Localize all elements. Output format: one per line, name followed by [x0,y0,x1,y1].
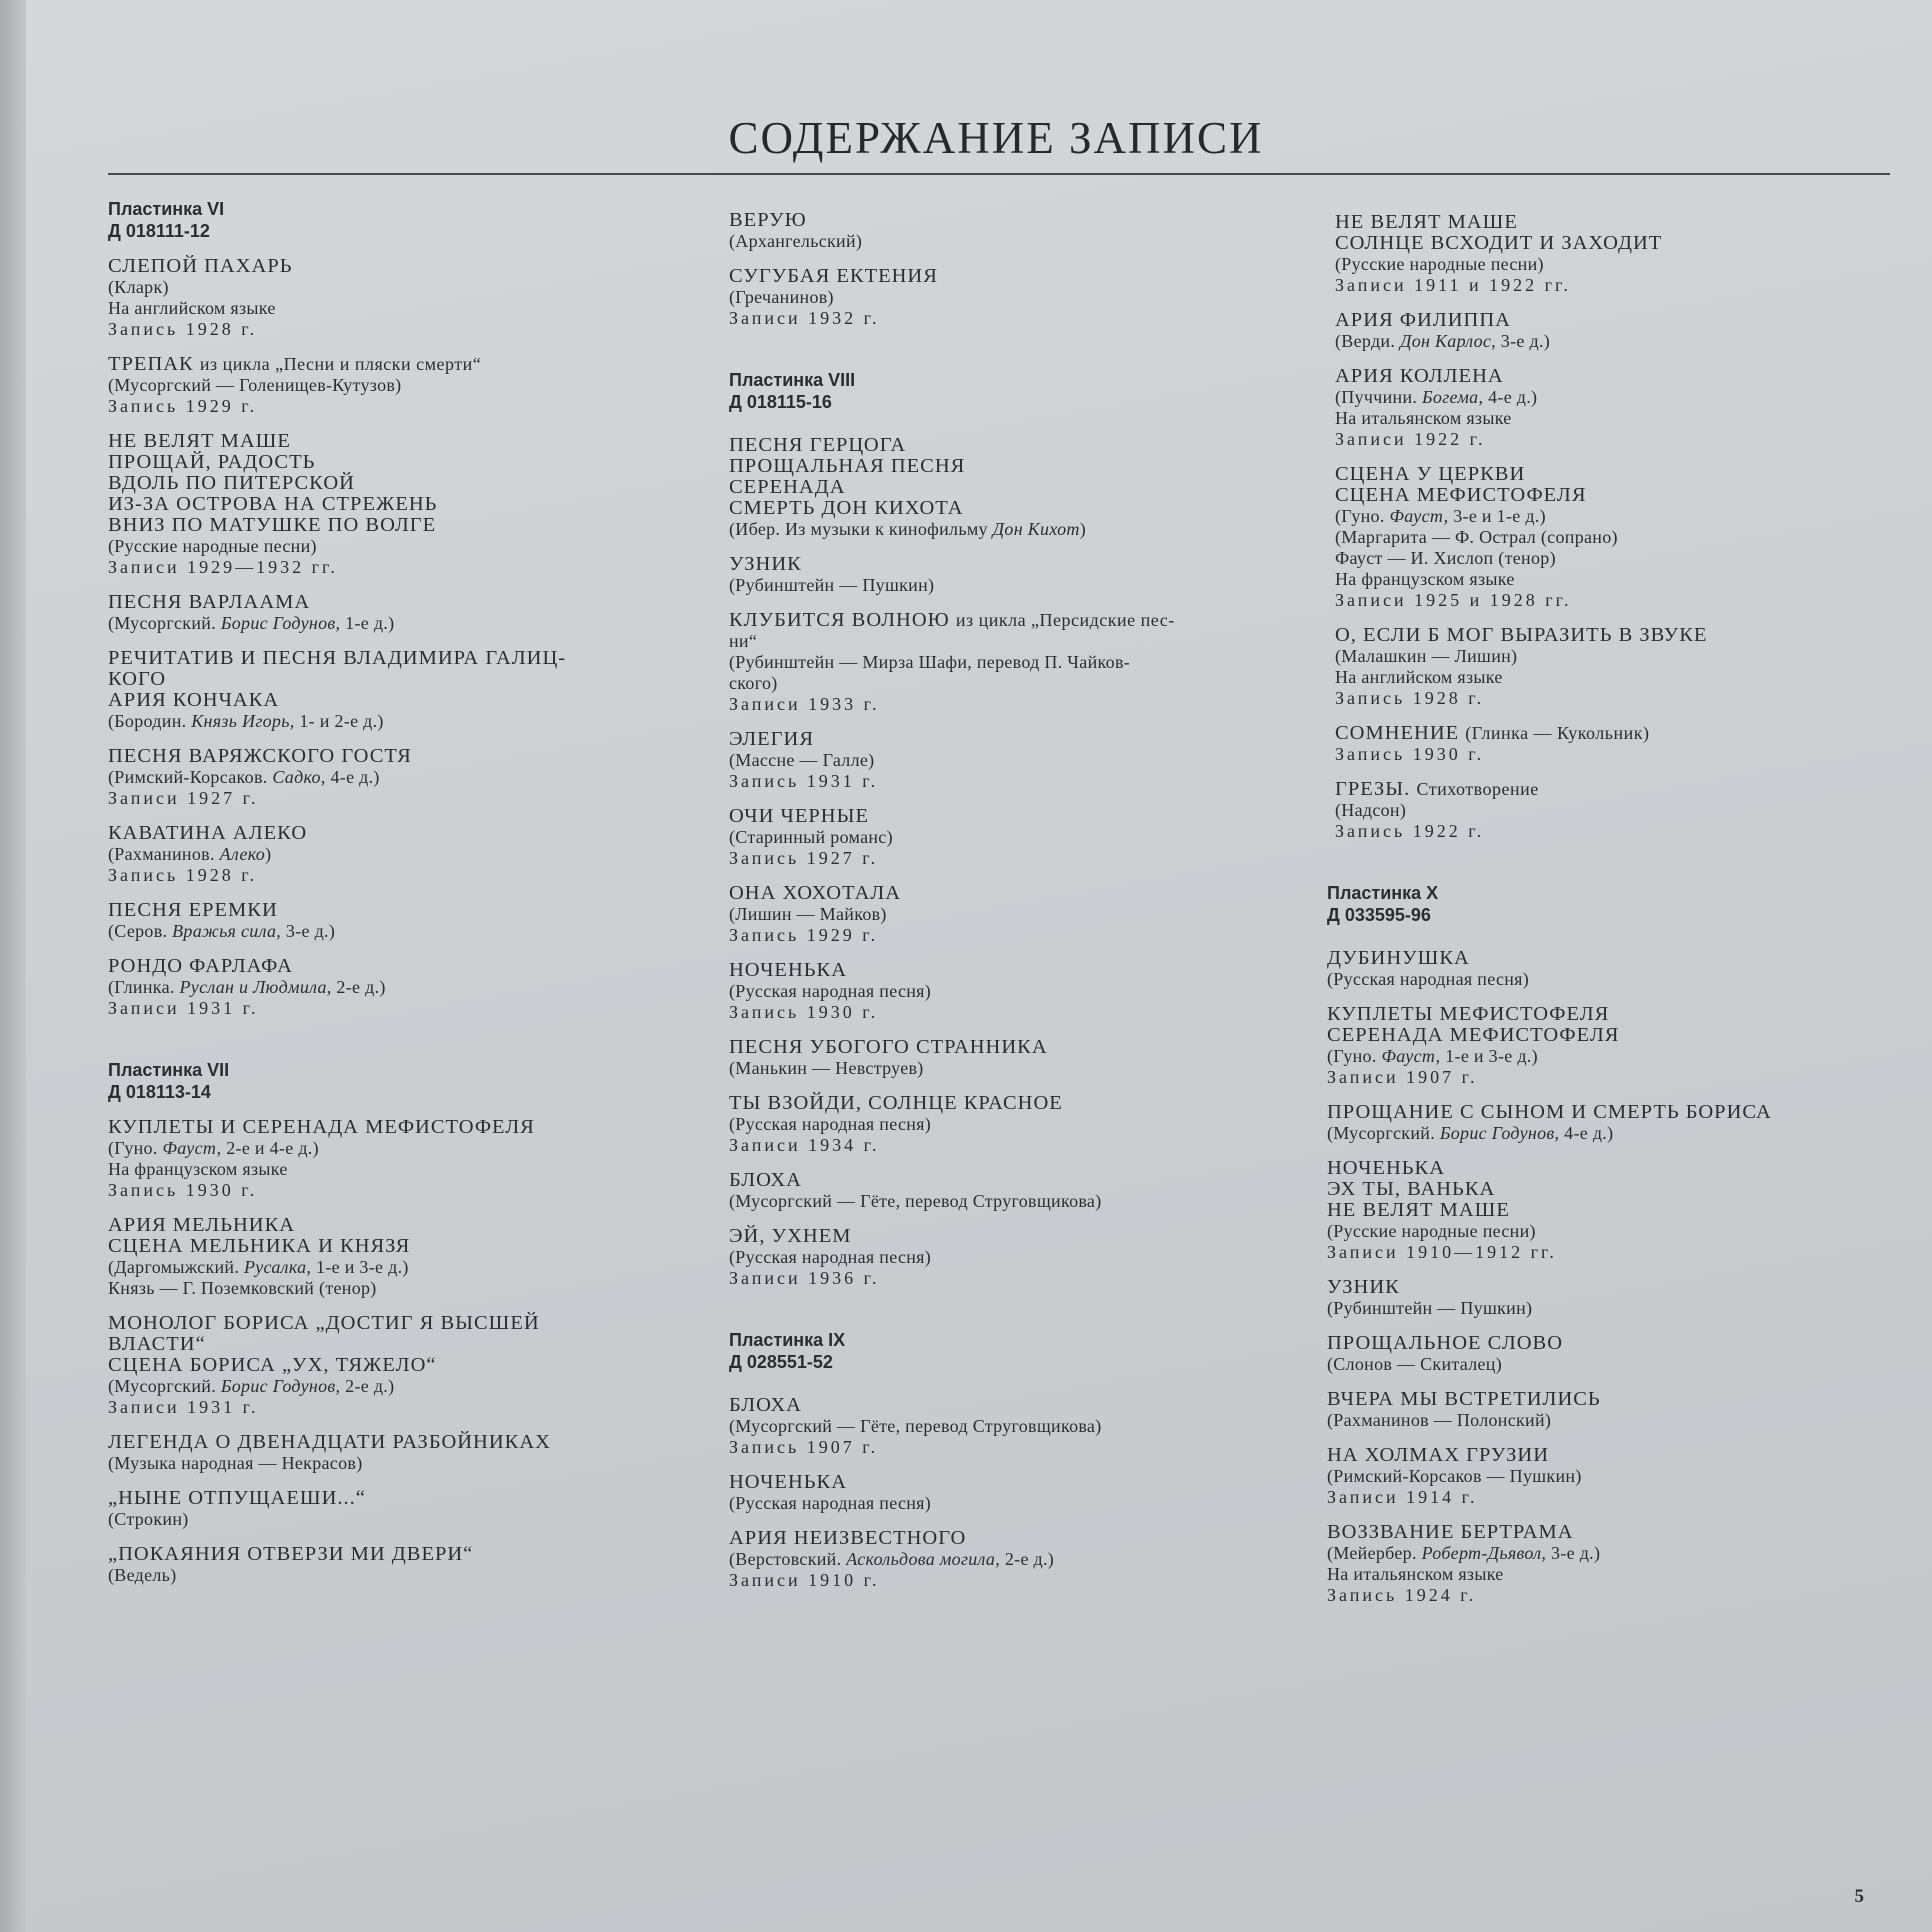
track-entry [1335,366,1895,450]
plate-label: Пластинка VI [108,199,225,219]
track-entry [1327,1333,1895,1375]
track-entry [108,823,668,886]
track-credit: (Кларк) [108,277,169,297]
track-record-year: Запись 1931 г. [729,771,879,791]
track-title: ПРОЩАЛЬНАЯ ПЕСНЯ [729,455,966,477]
track-title: НОЧЕНЬКА [1327,1157,1445,1179]
track-title: СЕРЕНАДА [729,476,846,498]
plate-heading [108,198,668,242]
track-title: УЗНИК [729,553,802,575]
track-entry [108,256,668,340]
track-entry [729,1528,1289,1591]
track-entry [729,1093,1289,1156]
track-title: НА ХОЛМАХ ГРУЗИИ [1327,1444,1550,1466]
track-record-year: Запись 1924 г. [1327,1585,1477,1605]
track-credit: (Русская народная песня) [729,1247,932,1267]
plate-catalog-number: Д 028551-52 [729,1352,833,1372]
track-record-year: Записи 1931 г. [108,1397,259,1417]
track-title: АРИЯ МЕЛЬНИКА [108,1214,296,1236]
track-title: РЕЧИТАТИВ И ПЕСНЯ ВЛАДИМИРА ГАЛИЦ- [108,647,567,669]
track-title: ПЕСНЯ ВАРЯЖСКОГО ГОСТЯ [108,745,412,767]
track-entry [1335,464,1895,611]
track-language: На французском языке [108,1159,288,1179]
track-entry [729,210,1289,252]
plate-catalog-number: Д 018115-16 [729,392,832,412]
track-credit: (Манькин — Невструев) [729,1058,924,1078]
track-credit: (Лишин — Майков) [729,904,887,924]
track-title: ЛЕГЕНДА О ДВЕНАДЦАТИ РАЗБОЙНИКАХ [108,1431,551,1453]
track-credit: (Мусоргский — Голенищев-Кутузов) [108,375,402,395]
track-credit: (Верстовский. Аскольдова могила, 2-е д.) [729,1549,1055,1569]
track-credit: (Надсон) [1335,800,1407,820]
track-entry [108,1313,668,1418]
track-title: ЭЛЕГИЯ [729,728,814,750]
track-title: НЕ ВЕЛЯТ МАШЕ [108,430,291,452]
plate-catalog-number: Д 018111-12 [108,221,210,241]
track-credit: (Мусоргский. Борис Годунов, 1-е д.) [108,613,395,633]
track-record-year: Записи 1936 г. [729,1268,880,1288]
track-credit: (Русские народные песни) [1335,254,1544,274]
track-entry [729,1395,1289,1458]
page-number: 5 [1854,1886,1864,1907]
track-credit: (Массне — Галле) [729,750,875,770]
plate-catalog-number: Д 018113-14 [108,1082,211,1102]
track-entry [1327,948,1895,990]
track-entry [108,648,668,732]
track-title: ВНИЗ ПО МАТУШКЕ ПО ВОЛГЕ [108,514,437,536]
track-title: НОЧЕНЬКА [729,1471,847,1493]
track-credit: (Рубинштейн — Пушкин) [1327,1298,1533,1318]
track-title: ТРЕПАК из цикла „Песни и пляски смерти“ [108,353,482,375]
track-record-year: Записи 1910 г. [729,1570,880,1590]
track-title: КУПЛЕТЫ И СЕРЕНАДА МЕФИСТОФЕЛЯ [108,1116,535,1138]
track-credit: (Мусоргский — Гёте, перевод Струговщикова) [729,1416,1102,1436]
track-title: ГРЕЗЫ. Стихотворение [1335,778,1539,800]
plate-label: Пластинка VII [108,1060,230,1080]
track-credit: (Гуно. Фауст, 2-е и 4-е д.) [108,1138,319,1158]
track-title: ПЕСНЯ ГЕРЦОГА [729,434,907,456]
track-entry [108,592,668,634]
track-credit: (Верди. Дон Карлос, 3-е д.) [1335,331,1551,351]
track-entry [1327,1389,1895,1431]
track-entry [108,1215,668,1299]
track-entry [1335,212,1895,296]
track-title: КАВАТИНА АЛЕКО [108,822,308,844]
track-title: СЦЕНА У ЦЕРКВИ [1335,463,1526,485]
track-record-year: Записи 1929—1932 гг. [108,557,338,577]
track-entry [1327,1277,1895,1319]
track-title: ПЕСНЯ ВАРЛААМА [108,591,311,613]
track-credit: (Гречанинов) [729,287,834,307]
track-record-year: Записи 1933 г. [729,694,880,714]
track-credit: (Ибер. Из музыки к кинофильму Дон Кихот) [729,519,1087,539]
track-language: На французском языке [1335,569,1515,589]
track-title: РОНДО ФАРЛАФА [108,955,293,977]
track-title: ВДОЛЬ ПО ПИТЕРСКОЙ [108,472,355,494]
track-title: „ПОКАЯНИЯ ОТВЕРЗИ МИ ДВЕРИ“ [108,1543,474,1565]
track-title: ВОЗЗВАНИЕ БЕРТРАМА [1327,1521,1574,1543]
track-credit: (Рубинштейн — Мирза Шафи, перевод П. Чайков- [729,652,1131,672]
track-language: На итальянском языке [1327,1564,1504,1584]
track-credit: (Музыка народная — Некрасов) [108,1453,363,1473]
track-title: КУПЛЕТЫ МЕФИСТОФЕЛЯ [1327,1003,1610,1025]
page-title: СОДЕРЖАНИЕ ЗАПИСИ [728,113,1264,163]
track-record-year: Запись 1927 г. [729,848,879,868]
track-credit: (Старинный романс) [729,827,893,847]
track-title: ПРОЩАЙ, РАДОСТЬ [108,451,316,473]
track-credit: (Рахманинов. Алеко) [108,844,272,864]
track-credit: (Гуно. Фауст, 1-е и 3-е д.) [1327,1046,1538,1066]
track-title: СОЛНЦЕ ВСХОДИТ И ЗАХОДИТ [1335,232,1663,254]
track-entry [108,956,668,1019]
track-title: СЦЕНА МЕФИСТОФЕЛЯ [1335,484,1587,506]
track-record-year: Запись 1922 г. [1335,821,1485,841]
track-record-year: Запись 1930 г. [108,1180,258,1200]
track-credit: (Мусоргский — Гёте, перевод Струговщикова) [729,1191,1102,1211]
track-record-year: Запись 1929 г. [729,925,879,945]
column-2 [729,210,1289,1605]
track-credit: (Русские народные песни) [108,536,317,556]
track-entry [1327,1004,1895,1088]
track-credit: (Мусоргский. Борис Годунов, 2-е д.) [108,1376,395,1396]
track-credit: (Русская народная песня) [1327,969,1530,989]
track-credit: (Рубинштейн — Пушкин) [729,575,935,595]
track-entry [1327,1522,1895,1606]
track-record-year: Запись 1930 г. [729,1002,879,1022]
track-record-year: Записи 1932 г. [729,308,880,328]
track-entry [1335,625,1895,709]
track-credit-cont: ского) [729,673,778,693]
track-entry [1327,1102,1895,1144]
track-title: ПЕСНЯ ЕРЕМКИ [108,899,278,921]
plate-label: Пластинка X [1327,883,1439,903]
track-title: КЛУБИТСЯ ВОЛНОЮ из цикла „Персидские пес- [729,609,1175,631]
track-entry [108,1488,668,1530]
track-title: ПРОЩАНИЕ С СЫНОМ И СМЕРТЬ БОРИСА [1327,1101,1772,1123]
track-record-year: Запись 1907 г. [729,1437,879,1457]
track-title: СЦЕНА МЕЛЬНИКА И КНЯЗЯ [108,1235,411,1257]
track-credit: (Русская народная песня) [729,1114,932,1134]
track-title: СОМНЕНИЕ (Глинка — Кукольник) [1335,722,1650,744]
track-title: СЕРЕНАДА МЕФИСТОФЕЛЯ [1327,1024,1620,1046]
track-credit: (Пуччини. Богема, 4-е д.) [1335,387,1538,407]
track-record-year: Записи 1925 и 1928 гг. [1335,590,1572,610]
track-credit: (Римский-Корсаков — Пушкин) [1327,1466,1582,1486]
track-record-year: Записи 1911 и 1922 гг. [1335,275,1571,295]
track-entry [108,354,668,417]
track-entry [729,435,1289,540]
track-entry [729,610,1289,715]
track-title: ВЧЕРА МЫ ВСТРЕТИЛИСЬ [1327,1388,1601,1410]
track-record-year: Записи 1907 г. [1327,1067,1478,1087]
track-record-year: Записи 1910—1912 гг. [1327,1242,1557,1262]
track-title: ИЗ-ЗА ОСТРОВА НА СТРЕЖЕНЬ [108,493,438,515]
track-entry [729,266,1289,329]
track-title: О, ЕСЛИ Б МОГ ВЫРАЗИТЬ В ЗВУКЕ [1335,624,1708,646]
track-entry [729,1037,1289,1079]
track-title: ОНА ХОХОТАЛА [729,882,902,904]
track-language: На итальянском языке [1335,408,1512,428]
track-entry [729,960,1289,1023]
track-credit: (Гуно. Фауст, 3-е и 1-е д.) [1335,506,1546,526]
track-title: СЦЕНА БОРИСА „УХ, ТЯЖЕЛО“ [108,1354,437,1376]
track-title: АРИЯ КОНЧАКА [108,689,280,711]
track-title: ВЛАСТИ“ [108,1333,206,1355]
track-title: АРИЯ НЕИЗВЕСТНОГО [729,1527,967,1549]
track-title: УЗНИК [1327,1276,1400,1298]
column-3 [1327,211,1895,1620]
plate-heading [1327,882,1895,926]
track-entry [729,883,1289,946]
track-title: МОНОЛОГ БОРИСА „ДОСТИГ Я ВЫСШЕЙ [108,1312,540,1334]
track-performers: Фауст — И. Хислоп (тенор) [1335,548,1556,568]
track-record-year: Запись 1928 г. [108,319,258,339]
track-credit: (Русские народные песни) [1327,1221,1536,1241]
track-title: АРИЯ ФИЛИППА [1335,309,1511,331]
track-credit: (Мусоргский. Борис Годунов, 4-е д.) [1327,1123,1614,1143]
track-entry [729,1226,1289,1289]
title-rule [108,173,1890,175]
track-credit: (Даргомыжский. Русалка, 1-е и 3-е д.) [108,1257,409,1277]
track-entry [108,746,668,809]
track-record-year: Записи 1922 г. [1335,429,1486,449]
track-record-year: Записи 1934 г. [729,1135,880,1155]
track-title: СУГУБАЯ ЕКТЕНИЯ [729,265,938,287]
track-title-cont: ни“ [729,631,758,651]
track-title: „НЫНЕ ОТПУЩАЕШИ...“ [108,1487,366,1509]
track-title: НОЧЕНЬКА [729,959,847,981]
track-title: ТЫ ВЗОЙДИ, СОЛНЦЕ КРАСНОЕ [729,1092,1063,1114]
track-title: НЕ ВЕЛЯТ МАШЕ [1335,211,1518,233]
track-entry [729,729,1289,792]
track-entry [1327,1445,1895,1508]
track-entry [729,806,1289,869]
track-entry [729,554,1289,596]
track-credit: (Слонов — Скиталец) [1327,1354,1503,1374]
track-credit: (Строкин) [108,1509,189,1529]
track-entry [108,900,668,942]
track-title: БЛОХА [729,1394,802,1416]
track-credit: (Бородин. Князь Игорь, 1- и 2-е д.) [108,711,384,731]
track-record-year: Запись 1929 г. [108,396,258,416]
track-credit: (Русская народная песня) [729,981,932,1001]
track-credit: (Римский-Корсаков. Садко, 4-е д.) [108,767,380,787]
track-credit: (Малашкин — Лишин) [1335,646,1518,666]
track-title: ПРОЩАЛЬНОЕ СЛОВО [1327,1332,1564,1354]
track-title: КОГО [108,668,167,690]
track-record-year: Записи 1931 г. [108,998,259,1018]
track-entry [1335,310,1895,352]
track-entry [108,1117,668,1201]
track-record-year: Запись 1928 г. [108,865,258,885]
track-entry [1335,779,1895,842]
plate-heading [108,1059,668,1103]
track-credit: (Ведель) [108,1565,177,1585]
track-record-year: Записи 1927 г. [108,788,259,808]
track-title: ЭЙ, УХНЕМ [729,1225,852,1247]
track-entry [108,1432,668,1474]
track-record-year: Записи 1914 г. [1327,1487,1478,1507]
track-title: НЕ ВЕЛЯТ МАШЕ [1327,1199,1510,1221]
track-credit: (Русская народная песня) [729,1493,932,1513]
plate-heading [729,369,1289,413]
track-title: СМЕРТЬ ДОН КИХОТА [729,497,964,519]
track-language: На английском языке [108,298,276,318]
track-title: АРИЯ КОЛЛЕНА [1335,365,1504,387]
plate-heading [729,1329,1289,1373]
track-entry [108,1544,668,1586]
page-edge-shadow [0,0,26,1932]
track-performers: (Маргарита — Ф. Острал (сопрано) [1335,527,1618,547]
track-title: ДУБИНУШКА [1327,947,1470,969]
track-entry [108,431,668,578]
track-performers: Князь — Г. Поземковский (тенор) [108,1278,377,1298]
track-title: ЭХ ТЫ, ВАНЬКА [1327,1178,1496,1200]
track-credit: (Архангельский) [729,231,863,251]
column-1 [108,198,668,1600]
track-title: ПЕСНЯ УБОГОГО СТРАННИКА [729,1036,1048,1058]
track-title: БЛОХА [729,1169,802,1191]
track-credit: (Глинка. Руслан и Людмила, 2-е д.) [108,977,386,997]
track-entry [729,1170,1289,1212]
plate-label: Пластинка IX [729,1330,846,1350]
track-credit: (Рахманинов — Полонский) [1327,1410,1552,1430]
track-title: СЛЕПОЙ ПАХАРЬ [108,255,293,277]
track-entry [1327,1158,1895,1263]
track-record-year: Запись 1930 г. [1335,744,1485,764]
track-record-year: Запись 1928 г. [1335,688,1485,708]
track-language: На английском языке [1335,667,1503,687]
plate-label: Пластинка VIII [729,370,856,390]
track-title: ВЕРУЮ [729,209,807,231]
track-entry [1335,723,1895,765]
plate-catalog-number: Д 033595-96 [1327,905,1431,925]
track-credit: (Серов. Вражья сила, 3-е д.) [108,921,336,941]
track-title: ОЧИ ЧЕРНЫЕ [729,805,869,827]
track-credit: (Мейербер. Роберт-Дьявол, 3-е д.) [1327,1543,1601,1563]
track-entry [729,1472,1289,1514]
